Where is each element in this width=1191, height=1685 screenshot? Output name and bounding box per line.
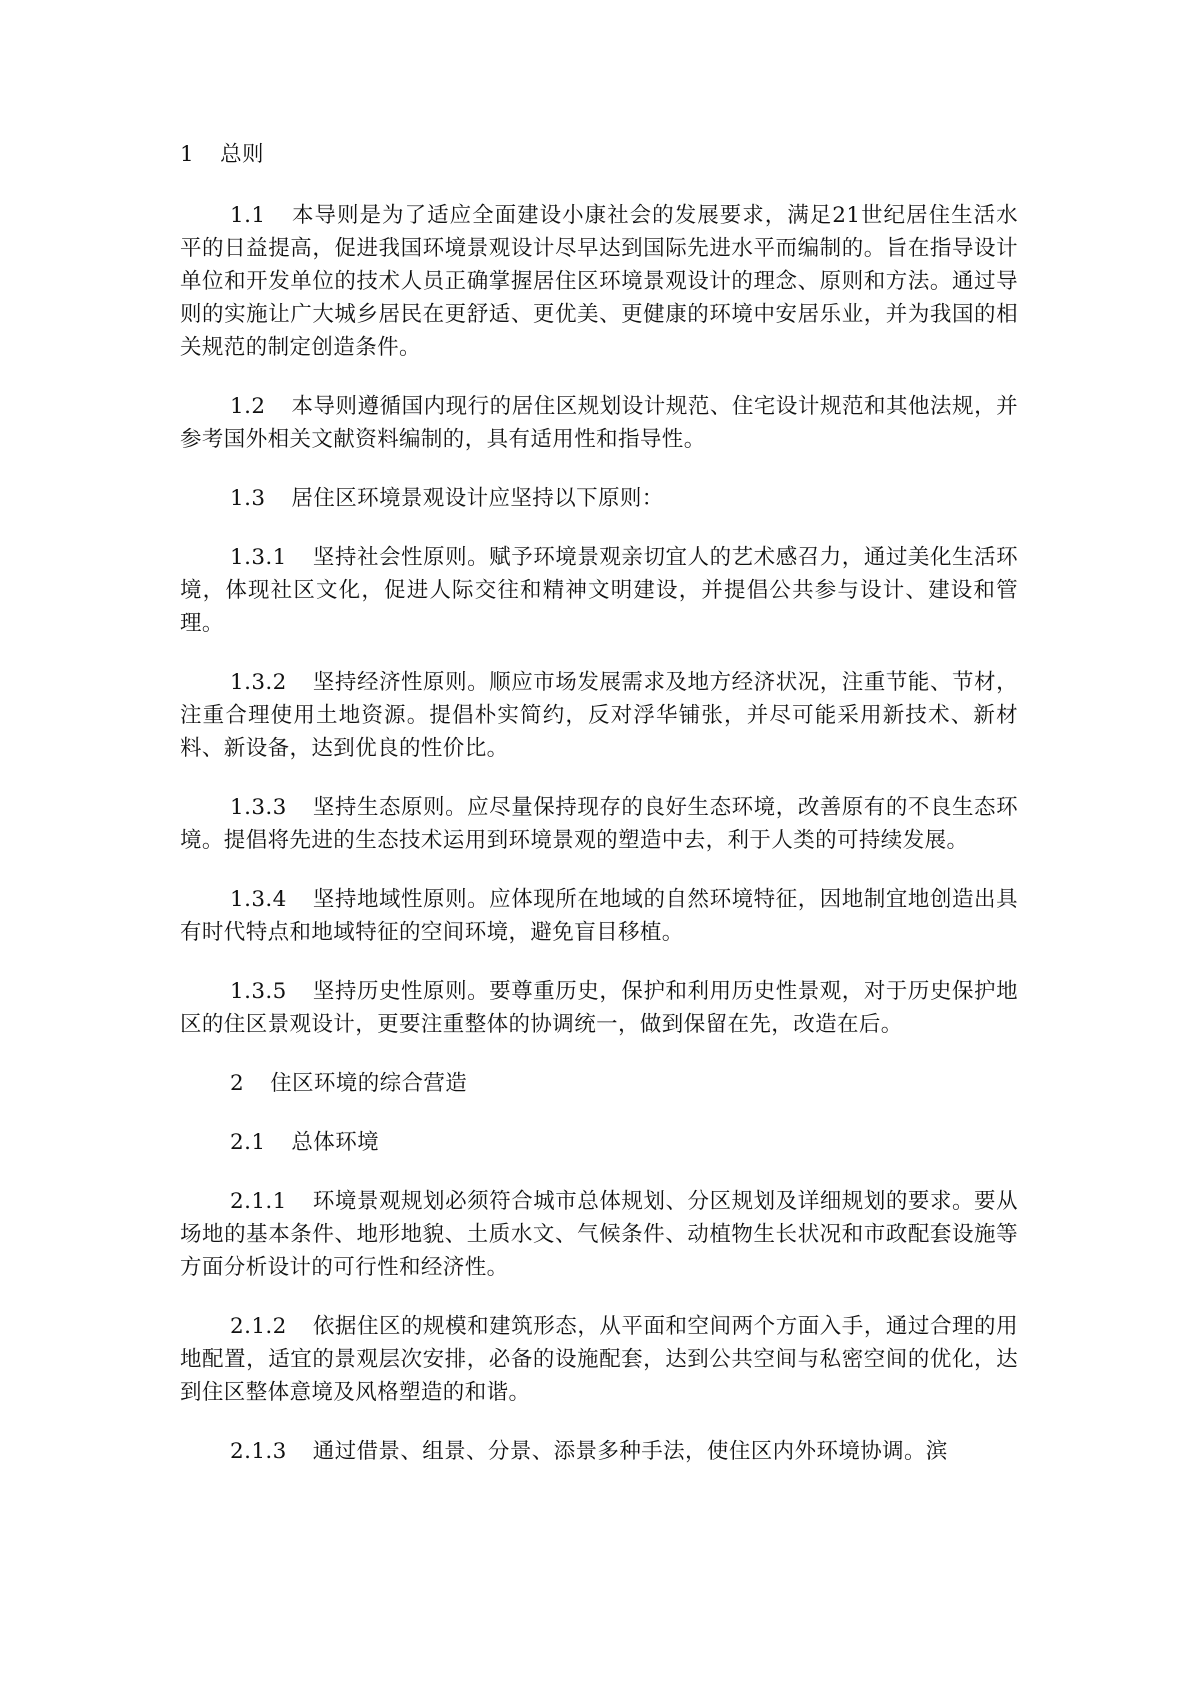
clause-number: 1.3.4: [230, 887, 287, 912]
section-number: 1: [180, 142, 195, 167]
paragraph-1-2: [180, 390, 1018, 456]
clause-text: 居住区环境景观设计应坚持以下原则：: [291, 486, 664, 511]
clause-text: 住区环境的综合营造: [270, 1071, 468, 1096]
clause-text: 坚持经济性原则。顺应市场发展需求及地方经济状况，注重节能、节材，注重合理使用土地资源。提倡朴实简约，反对浮华铺张，并尽可能采用新技术、新材料、新设备，达到优良的性价比。: [180, 670, 1018, 761]
clause-number: 1.3.5: [230, 979, 287, 1004]
paragraph-1-3-5: [180, 975, 1018, 1041]
clause-number: 1.3.1: [230, 545, 287, 570]
clause-text: 坚持历史性原则。要尊重历史，保护和利用历史性景观，对于历史保护地区的住区景观设计，更要注重整体的协调统一，做到保留在先，改造在后。: [180, 979, 1018, 1037]
clause-number: 1.3.2: [230, 670, 287, 695]
paragraph-2-1-1: [180, 1185, 1018, 1284]
paragraph-2-1-3: [180, 1435, 1018, 1468]
clause-number: 2.1.3: [230, 1439, 287, 1464]
paragraph-2-1-2: [180, 1310, 1018, 1409]
clause-text: 坚持社会性原则。赋予环境景观亲切宜人的艺术感召力，通过美化生活环境，体现社区文化，促进人际交往和精神文明建设，并提倡公共参与设计、建设和管理。: [180, 545, 1018, 636]
clause-text: 本导则遵循国内现行的居住区规划设计规范、住宅设计规范和其他法规，并参考国外相关文献资料编制的，具有适用性和指导性。: [180, 394, 1018, 452]
clause-text: 依据住区的规模和建筑形态，从平面和空间两个方面入手，通过合理的用地配置，适宜的景观层次安排，必备的设施配套，达到公共空间与私密空间的优化，达到住区整体意境及风格塑造的和谐。: [180, 1314, 1018, 1405]
paragraph-1-3-2: [180, 666, 1018, 765]
clause-text: 坚持生态原则。应尽量保持现存的良好生态环境，改善原有的不良生态环境。提倡将先进的生态技术运用到环境景观的塑造中去，利于人类的可持续发展。: [180, 795, 1018, 853]
document-body: [180, 138, 1018, 1494]
clause-number: 1.3.3: [230, 795, 287, 820]
clause-number: 1.1: [230, 203, 266, 228]
clause-number: 2.1.2: [230, 1314, 287, 1339]
clause-text: 坚持地域性原则。应体现所在地域的自然环境特征，因地制宜地创造出具有时代特点和地域特征的空间环境，避免盲目移植。: [180, 887, 1018, 945]
clause-number: 2.1.1: [230, 1189, 287, 1214]
paragraph-1-3: [180, 482, 1018, 515]
clause-number: 2: [230, 1071, 245, 1096]
clause-text: 通过借景、组景、分景、添景多种手法，使住区内外环境协调。滨: [312, 1439, 948, 1464]
section-heading-2: [180, 1067, 1018, 1100]
paragraph-1-1: [180, 199, 1018, 364]
clause-number: 2.1: [230, 1130, 266, 1155]
section-heading: [180, 138, 1018, 171]
paragraph-1-3-4: [180, 883, 1018, 949]
clause-text: 环境景观规划必须符合城市总体规划、分区规划及详细规划的要求。要从场地的基本条件、地形地貌、土质水文、气候条件、动植物生长状况和市政配套设施等方面分析设计的可行性和经济性。: [180, 1189, 1018, 1280]
section-title: 总则: [220, 142, 264, 167]
subsection-heading-2-1: [180, 1126, 1018, 1159]
paragraph-1-3-1: [180, 541, 1018, 640]
clause-number: 1.2: [230, 394, 266, 419]
clause-text: 总体环境: [291, 1130, 380, 1155]
clause-number: 1.3: [230, 486, 266, 511]
clause-text: 本导则是为了适应全面建设小康社会的发展要求，满足21世纪居住生活水平的日益提高，促进我国环境景观设计尽早达到国际先进水平而编制的。旨在指导设计单位和开发单位的技术人员正确掌握居住区环境景观设计的理念、原则和方法。通过导则的实施让广大城乡居民在更舒适、更优美、更健康的环境中安居乐业，并为我国的相关规范的制定创造条件。: [180, 203, 1018, 360]
paragraph-1-3-3: [180, 791, 1018, 857]
